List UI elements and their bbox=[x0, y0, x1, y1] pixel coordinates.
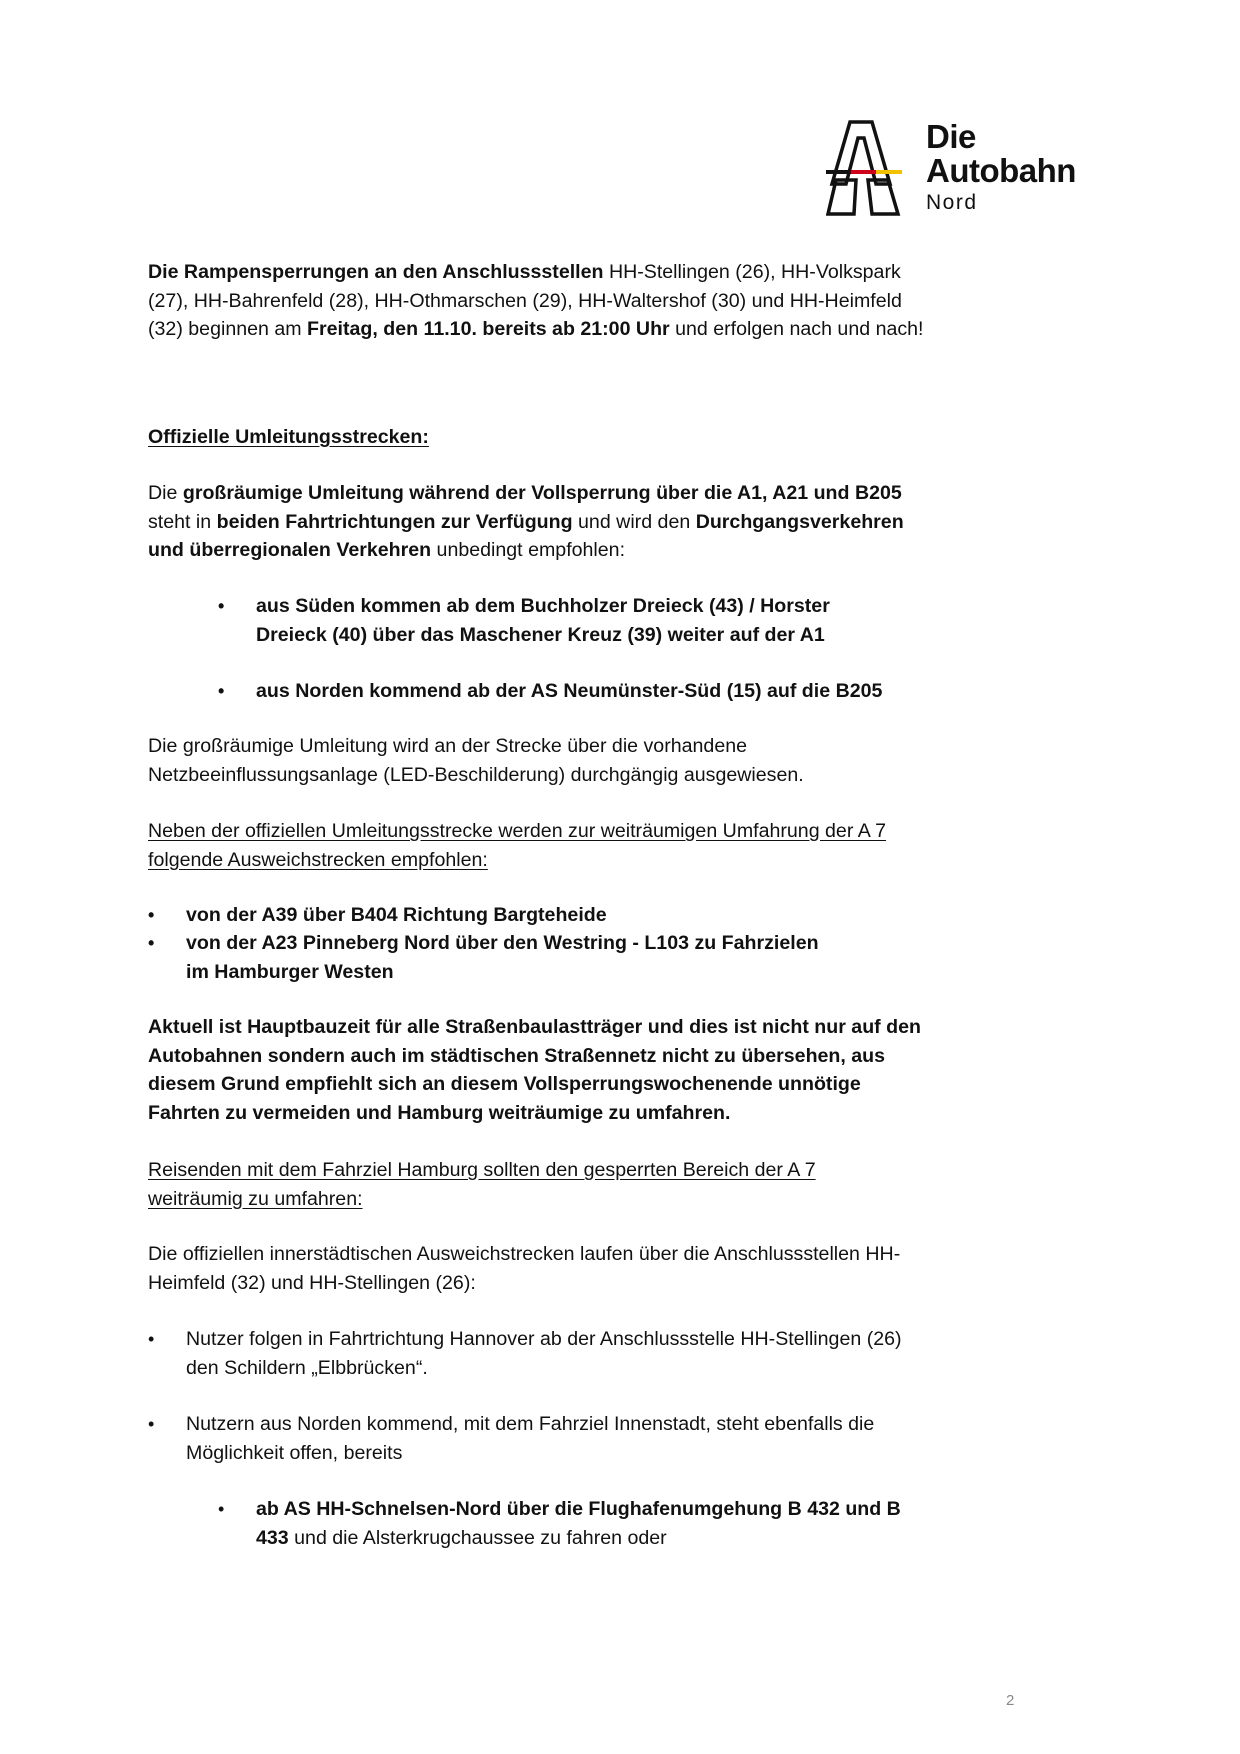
list-item-text-bold: ab AS HH-Schnelsen-Nord über die Flughafenumgehung B 432 und B 433 bbox=[256, 1498, 901, 1549]
list-item bbox=[218, 677, 926, 706]
list-item-text: von der A23 Pinneberg Nord über den Westring - L103 zu Fahrzielen im Hamburger Westen bbox=[186, 932, 819, 983]
construction-season-paragraph: Aktuell ist Hauptbauzeit für alle Straßenbaulastträger und dies ist nicht nur auf den Autobahnen sondern auch im städtischen Straßennetz nicht zu übersehen, aus diesem Grund empfiehlt sich an diesem Vollsperrungswochenende unnötige Fahrten zu vermeiden und Hamburg weiträumige zu umfahren. bbox=[148, 1016, 921, 1124]
bullet-icon: • bbox=[148, 905, 155, 925]
ramp-closure-end: und erfolgen nach und nach! bbox=[669, 318, 924, 340]
detour-paragraph bbox=[148, 479, 928, 565]
logo-line-die: Die bbox=[926, 118, 976, 155]
ramp-closure-lead: Die Rampensperrungen an den Anschlussstellen bbox=[148, 261, 604, 283]
bullet-icon: • bbox=[148, 1329, 155, 1349]
list-item bbox=[148, 929, 826, 986]
logo-line-nord: Nord bbox=[926, 191, 978, 214]
detour-text-6: Durchgangsverkehren und überregionalen Verkehren bbox=[148, 510, 904, 561]
detour-text-7: unbedingt empfohlen: bbox=[431, 539, 626, 561]
heading-official-detours: Offizielle Umleitungsstrecken: bbox=[148, 426, 429, 448]
inner-city-routes-paragraph: Die offiziellen innerstädtischen Ausweichstrecken laufen über die Anschlussstellen HH- Heimfeld (32) und HH-Stellingen (26): bbox=[148, 1243, 901, 1294]
led-signage-paragraph: Die großräumige Umleitung wird an der Strecke über die vorhandene Netzbeeinflussungsanlage (LED-Beschilderung) durchgängig ausgewiesen. bbox=[148, 735, 804, 786]
list-item-text: aus Norden kommend ab der AS Neumünster-Süd (15) auf die B205 bbox=[256, 680, 883, 702]
logo-line-autobahn: Autobahn bbox=[926, 152, 1076, 189]
list-item-text: und die Alsterkrugchaussee zu fahren oder bbox=[288, 1526, 667, 1549]
list-item-text: Nutzern aus Norden kommend, mit dem Fahrziel Innenstadt, steht ebenfalls die Möglichkeit offen, bereits bbox=[186, 1413, 875, 1464]
list-item bbox=[218, 1495, 928, 1552]
page-number: 2 bbox=[1006, 1692, 1015, 1709]
list-item bbox=[148, 1325, 928, 1382]
detour-text-3: steht in bbox=[148, 510, 217, 533]
list-item-text: aus Süden kommen ab dem Buchholzer Dreieck (43) / Horster Dreieck (40) über das Maschener Kreuz (39) weiter auf der A1 bbox=[256, 595, 830, 646]
list-item-text: Nutzer folgen in Fahrtrichtung Hannover ab der Anschlussstelle HH-Stellingen (26) den Schildern „Elbbrücken“. bbox=[186, 1328, 902, 1379]
ramp-closure-paragraph bbox=[148, 258, 928, 344]
bullet-icon: • bbox=[148, 933, 155, 953]
bullet-icon: • bbox=[218, 1499, 225, 1519]
ramp-closure-list: HH-Stellingen (26), HH-Volkspark (27), HH-Bahrenfeld (28), HH-Othmarschen (29), HH-Waltershof (30) und HH-Heimfeld (32) beginnen am bbox=[148, 261, 902, 340]
bullet-icon: • bbox=[148, 1414, 155, 1434]
heading-hamburg-destination: Reisenden mit dem Fahrziel Hamburg sollten den gesperrten Bereich der A 7 weiträumig zu umfahren: bbox=[148, 1159, 816, 1210]
ramp-closure-time: Freitag, den 11.10. bereits ab 21:00 Uhr bbox=[307, 318, 670, 340]
bullet-icon: • bbox=[218, 681, 225, 701]
detour-text-5: und wird den bbox=[572, 510, 696, 533]
detour-text-4: beiden Fahrtrichtungen zur Verfügung bbox=[216, 510, 573, 533]
list-item bbox=[148, 1410, 886, 1467]
autobahn-nord-logo bbox=[826, 120, 1106, 225]
detour-text-2: großräumige Umleitung während der Vollsperrung über die A1, A21 und B205 bbox=[182, 482, 902, 504]
detour-text-1: Die bbox=[148, 482, 183, 504]
bullet-icon: • bbox=[218, 596, 225, 616]
list-item bbox=[218, 592, 886, 649]
list-item bbox=[148, 901, 886, 930]
autobahn-road-icon bbox=[826, 120, 906, 218]
list-item-text: von der A39 über B404 Richtung Bargteheide bbox=[186, 904, 607, 926]
heading-alternative-routes: Neben der offiziellen Umleitungsstrecke werden zur weiträumigen Umfahrung der A 7 folgende Ausweichstrecken empfohlen: bbox=[148, 820, 887, 871]
